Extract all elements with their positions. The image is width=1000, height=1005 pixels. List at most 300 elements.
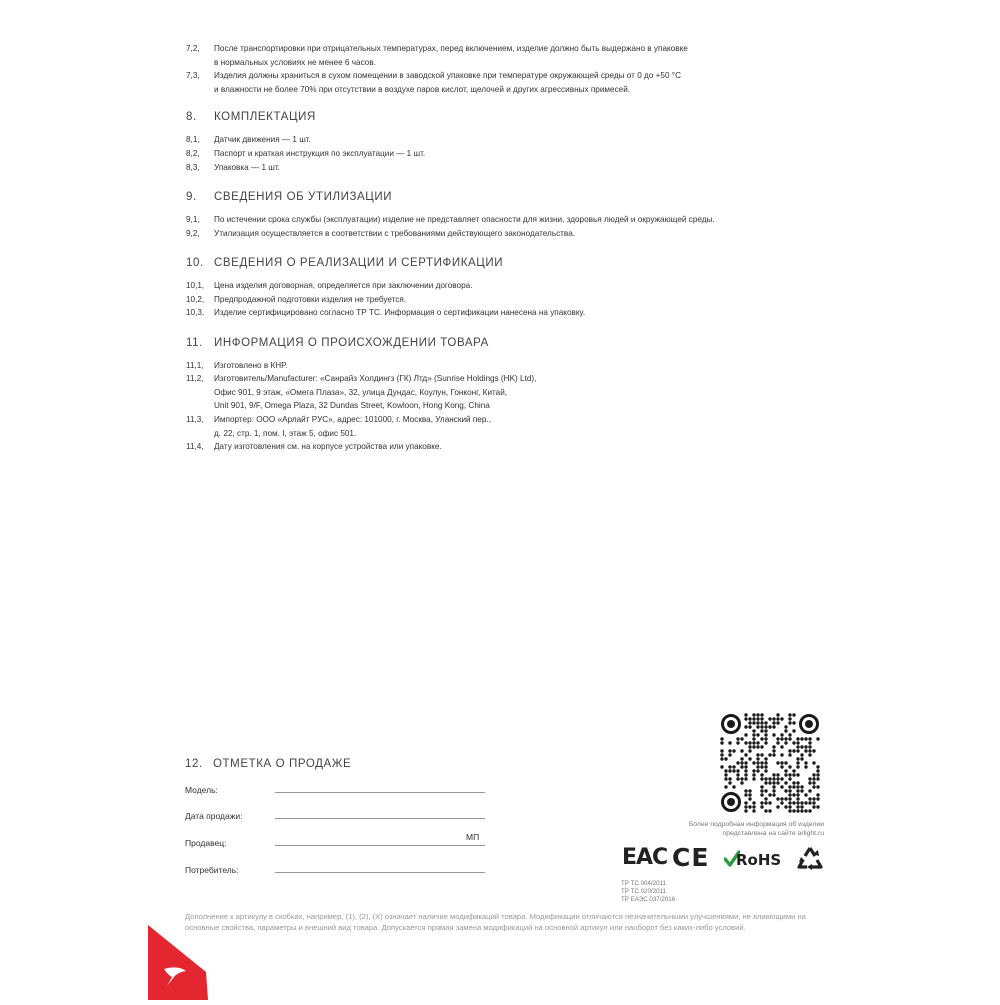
qr-module [772,749,775,752]
brand-logo-icon [148,925,208,1000]
qr-module [796,805,799,808]
qr-module [732,769,735,772]
qr-module [768,793,771,796]
qr-module [792,785,795,788]
model-field[interactable] [275,792,485,793]
qr-module [788,797,791,800]
qr-module [760,789,763,792]
qr-module [732,765,735,768]
qr-module [748,805,751,808]
qr-module [800,801,803,804]
qr-module [780,745,783,748]
item-text-continued: Офис 901, 9 этаж, «Омега Плаза», 32, улица Дундас, Коулун, Гонконг, Китай, [214,387,508,397]
qr-module [788,733,791,736]
qr-module [772,753,775,756]
item-number: 7,2, [186,44,200,53]
item-number: 8,3, [186,163,200,172]
qr-module [768,717,771,720]
qr-module [768,809,771,812]
qr-module [792,721,795,724]
qr-module [736,761,739,764]
item-text: Изделия должны храниться в сухом помещении в заводской упаковке при температуре окружающей среды от 0 до +50 °С [214,71,681,80]
qr-module [740,761,743,764]
qr-module [744,777,747,780]
qr-module [792,713,795,716]
section-number: 8. [186,111,197,123]
item-text: Датчик движения — 1 шт. [214,135,311,144]
item-number: 7,3, [186,71,200,80]
qr-module [764,737,767,740]
qr-module [784,737,787,740]
qr-module [772,773,775,776]
qr-module [720,737,723,740]
qr-module [816,785,819,788]
qr-module [804,745,807,748]
qr-module [788,809,791,812]
qr-module [784,773,787,776]
qr-module [772,725,775,728]
qr-module [760,785,763,788]
model-label: Модель: [185,785,218,795]
qr-module [784,769,787,772]
qr-module [744,769,747,772]
qr-module [796,793,799,796]
qr-module [760,745,763,748]
qr-module [812,805,815,808]
qr-module [812,781,815,784]
seller-field[interactable] [275,845,485,846]
qr-module [816,793,819,796]
qr-module [788,793,791,796]
item-text: Паспорт и краткая инструкция по эксплуатации — 1 шт. [214,149,426,158]
section-number: 9. [186,191,197,203]
consumer-field[interactable] [275,872,485,873]
qr-module [748,797,751,800]
section-title: ИНФОРМАЦИЯ О ПРОИСХОЖДЕНИИ ТОВАРА [214,337,489,349]
qr-module [816,797,819,800]
item-text: Изготовитель/Manufacturer: «Санрайз Холдингз (ГК) Лтд» (Sunrise Holdings (HK) Ltd), [214,374,537,383]
qr-module [752,737,755,740]
qr-module [744,761,747,764]
item-number: 11,1, [186,361,204,370]
qr-module [768,801,771,804]
qr-module [808,777,811,780]
item-text: Предпродажной подготовки изделия не требуется. [214,295,407,304]
list-item [0,147,1000,161]
list-item [0,227,1000,241]
item-number: 8,2, [186,149,200,158]
qr-module [760,765,763,768]
qr-module [756,769,759,772]
qr-module [776,797,779,800]
qr-module [784,797,787,800]
qr-module [752,769,755,772]
qr-module [740,765,743,768]
qr-module [788,737,791,740]
qr-module [764,797,767,800]
qr-module [720,741,723,744]
qr-module [748,721,751,724]
qr-module [752,729,755,732]
qr-module [760,761,763,764]
tr-ts-codes [621,880,675,904]
qr-module [772,777,775,780]
qr-module [764,777,767,780]
ce-mark [672,843,709,872]
qr-module [776,721,779,724]
qr-module [724,777,727,780]
qr-module [744,809,747,812]
qr-module [744,765,747,768]
qr-module [816,773,819,776]
tr-ts-code: ТР ТС 004/2011 [621,880,666,887]
qr-module [772,785,775,788]
qr-module [756,765,759,768]
qr-module [752,761,755,764]
qr-module [772,781,775,784]
item-text: Цена изделия договорная, определяется при заключении договора. [214,281,473,290]
qr-module [784,789,787,792]
qr-module [752,717,755,720]
qr-module [788,805,791,808]
qr-module [740,781,743,784]
list-item [0,133,1000,147]
qr-module [800,785,803,788]
item-text: После транспортировки при отрицательных температурах, перед включением, изделие должно быть выдержано в упаковке [214,44,688,53]
qr-module [764,721,767,724]
qr-module [796,745,799,748]
qr-module [756,757,759,760]
qr-module [760,773,763,776]
qr-module [760,793,763,796]
qr-module [760,737,763,740]
item-text: Дату изготовления см. на корпусе устройства или упаковке. [214,442,442,451]
qr-finder-top-right [801,716,818,733]
qr-module [752,741,755,744]
qr-module [752,721,755,724]
qr-module [800,809,803,812]
qr-module [772,745,775,748]
qr-module [792,773,795,776]
seller-label: Продавец: [185,838,227,848]
qr-module [764,725,767,728]
item-number: 10,2, [186,295,205,304]
qr-module [792,781,795,784]
qr-module [756,753,759,756]
qr-module [728,749,731,752]
qr-module [812,761,815,764]
qr-module [800,805,803,808]
qr-finder-top-left [723,716,740,733]
qr-module [720,757,723,760]
qr-module [796,789,799,792]
qr-module [756,713,759,716]
item-text: Изделие сертифицировано согласно ТР ТС. Информация о сертификации нанесена на упаковку. [214,308,586,317]
qr-module [760,729,763,732]
qr-module [756,725,759,728]
qr-module [808,741,811,744]
qr-module [788,773,791,776]
qr-module [724,785,727,788]
qr-module [816,805,819,808]
qr-module [772,789,775,792]
qr-module [744,741,747,744]
qr-module [748,757,751,760]
qr-module [796,765,799,768]
section-title: СВЕДЕНИЯ ОБ УТИЛИЗАЦИИ [214,191,393,203]
qr-module [744,773,747,776]
qr-module [756,733,759,736]
qr-module [768,777,771,780]
qr-module [760,777,763,780]
qr-module [740,737,743,740]
item-number: 8,1, [186,135,200,144]
qr-module [760,721,763,724]
qr-module [788,765,791,768]
qr-module [784,725,787,728]
qr-module [792,741,795,744]
item-text-continued: и влажности не более 70% при отсутствии в воздухе паров кислот, щелочей и других агрессивных примесей. [214,84,631,94]
qr-module [812,777,815,780]
qr-module [744,717,747,720]
qr-module [804,761,807,764]
qr-module [776,773,779,776]
sale-date-label: Дата продажи: [185,811,243,821]
footer-note: Дополнение к артикулу в скобках, например, (1), (2), (X) означает наличие модификаций товара. Модификации отличаются незначительными улучшениями, не влияющими на основные свойства, параметры и внешний вид товара. Допускается прямая замена модификаций на основной артикул или наоборот без каких-либо условий. [185,912,806,932]
qr-caption-line: представлена на сайте arlight.ru [722,830,824,837]
qr-module [748,725,751,728]
qr-module [796,749,799,752]
qr-module [808,809,811,812]
qr-module [736,741,739,744]
item-text: Утилизация осуществляется в соответствии с требованиями действующего законодательства. [214,229,576,238]
qr-module [764,757,767,760]
qr-module [760,805,763,808]
qr-module [796,785,799,788]
qr-module [808,749,811,752]
item-text-continued: в нормальных условиях не менее 6 часов. [214,57,376,67]
qr-module [748,749,751,752]
list-item [0,359,1000,373]
qr-module [796,781,799,784]
qr-module [720,753,723,756]
qr-module [784,781,787,784]
brand-corner [148,925,208,1000]
qr-module [760,753,763,756]
qr-finder-bottom-left [723,794,740,811]
qr-module [804,809,807,812]
qr-module [796,737,799,740]
stamp-label: МП [466,832,480,842]
list-item [0,372,1000,413]
qr-module [752,809,755,812]
qr-module [780,777,783,780]
qr-module [800,789,803,792]
qr-module [764,733,767,736]
qr-module [724,757,727,760]
eac-icon: EAC [622,845,668,870]
qr-module [812,797,815,800]
qr-code-image [720,713,820,813]
qr-module [764,801,767,804]
qr-module [816,737,819,740]
list-item [0,293,1000,307]
qr-module [808,797,811,800]
qr-module [816,765,819,768]
qr-module [780,797,783,800]
qr-module [792,801,795,804]
qr-module [732,749,735,752]
eac-mark [622,845,667,875]
consumer-label: Потребитель: [185,865,239,875]
qr-module [756,761,759,764]
section-title: ОТМЕТКА О ПРОДАЖЕ [213,758,352,770]
qr-module [788,801,791,804]
qr-caption-line: Более подробная информация об изделии [688,821,824,828]
qr-module [760,713,763,716]
qr-module [764,781,767,784]
recycle-symbol [795,844,825,874]
qr-module [752,733,755,736]
qr-module [796,809,799,812]
qr-module [756,745,759,748]
qr-module [780,753,783,756]
qr-module [784,761,787,764]
qr-module [768,753,771,756]
item-text-continued: Unit 901, 9/F, Omega Plaza, 32 Dundas Street, Kowloon, Hong Kong, China [214,401,490,410]
list-item [0,440,1000,454]
qr-module [792,749,795,752]
qr-module [800,745,803,748]
qr-module [804,737,807,740]
qr-module [780,717,783,720]
qr-module [760,801,763,804]
qr-module [720,765,723,768]
section-number: 10. [186,257,204,269]
recycle-icon [795,844,825,879]
qr-module [816,769,819,772]
qr-module [812,749,815,752]
qr-module [764,741,767,744]
qr-module [792,769,795,772]
qr-module [792,809,795,812]
section-number: 12. [185,758,203,770]
rohs-label: RoHS [736,851,782,869]
qr-module [720,749,723,752]
tr-ts-code: ТР ТС 020/2011 [621,888,666,895]
qr-module [756,741,759,744]
qr-module [808,789,811,792]
item-number: 11,4, [186,442,204,451]
qr-module [740,749,743,752]
qr-module [800,737,803,740]
qr-module [816,777,819,780]
sale-date-field[interactable] [275,818,485,819]
qr-module [724,769,727,772]
qr-module [736,777,739,780]
ce-icon: CE [672,843,710,872]
qr-module [748,793,751,796]
qr-module [804,765,807,768]
qr-module [780,733,783,736]
qr-module [808,801,811,804]
qr-module [788,713,791,716]
qr-module [748,741,751,744]
qr-module [800,757,803,760]
qr-module [724,773,727,776]
qr-module [756,717,759,720]
item-text: Изготовлено в КНР. [214,361,288,370]
qr-module [744,793,747,796]
qr-module [772,717,775,720]
qr-module [812,801,815,804]
item-text-continued: д. 22, стр. 1, пом. I, этаж 5, офис 501. [214,428,357,438]
qr-module [776,781,779,784]
qr-module [772,721,775,724]
qr-module [796,797,799,800]
qr-module [796,757,799,760]
qr-module [760,725,763,728]
item-text: Упаковка — 1 шт. [214,163,280,172]
qr-module [764,789,767,792]
qr-module [744,733,747,736]
qr-module [728,777,731,780]
qr-module [744,789,747,792]
qr-module [796,741,799,744]
qr-module [812,773,815,776]
qr-module [756,721,759,724]
qr-module [804,749,807,752]
qr-module [748,717,751,720]
qr-module [796,761,799,764]
qr-module [776,761,779,764]
item-number: 10,3, [186,308,205,317]
qr-module [808,753,811,756]
qr-module [744,713,747,716]
qr-module [728,741,731,744]
qr-module [780,785,783,788]
qr-module [808,781,811,784]
qr-module [752,745,755,748]
section-title: СВЕДЕНИЯ О РЕАЛИЗАЦИИ И СЕРТИФИКАЦИИ [214,257,504,269]
qr-module [784,741,787,744]
qr-module [776,741,779,744]
qr-module [740,757,743,760]
rohs-mark [724,849,784,873]
qr-module [744,801,747,804]
list-item [0,213,1000,227]
qr-module [764,809,767,812]
qr-module [740,777,743,780]
qr-module [744,805,747,808]
qr-module [804,801,807,804]
qr-module [728,753,731,756]
qr-module [792,793,795,796]
item-number: 9,1, [186,215,200,224]
qr-module [744,725,747,728]
qr-module [780,737,783,740]
qr-module [752,801,755,804]
qr-module [752,713,755,716]
qr-module [764,729,767,732]
qr-module [800,753,803,756]
qr-module [736,737,739,740]
qr-module [812,785,815,788]
qr-module [752,777,755,780]
qr-module [760,717,763,720]
qr-module [780,765,783,768]
qr-code [720,713,820,813]
